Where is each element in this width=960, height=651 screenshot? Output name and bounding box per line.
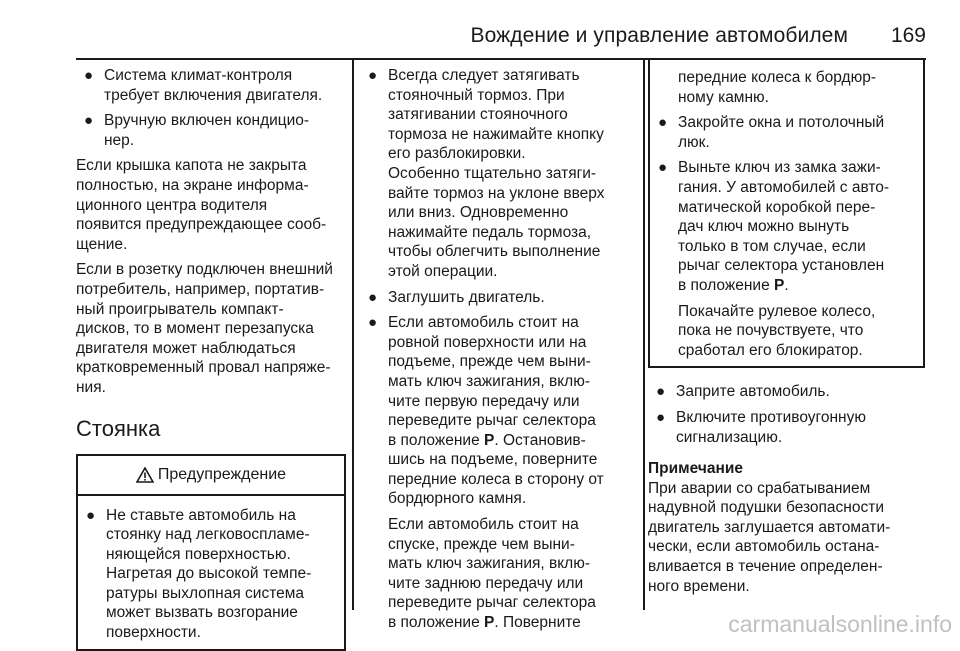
list-item: [78, 506, 338, 643]
bullet-icon: ●: [368, 314, 378, 332]
list-item-text: Всегда следует затягивать стояночный тормоз. При затягивании стояночного тормоза не нажимайте кнопку его разблокировки. Особенно тщательно затяги- вайте тормоз на уклоне вверх или вниз. Одновременно нажимайте педаль тормоза, чтобы облегчить выполнение этой операции.: [388, 67, 605, 280]
warning-header: [78, 456, 344, 496]
text-run: . Остановив- шись на подъеме, поверните передние колеса в сторону от бордюрного камня.: [388, 431, 604, 508]
watermark: carmanualsonline.info: [728, 611, 952, 637]
list-item-text: Система климат-контроля требует включения двигателя.: [104, 67, 323, 104]
list-item-continuation: [360, 515, 638, 633]
section-heading: Стоянка: [76, 415, 161, 441]
list-item-text: [678, 159, 889, 294]
bold-p: P: [484, 614, 495, 632]
paragraph: Если крышка капота не закрыта полностью, на экране информа- ционного центра водителя появится предупреждающее сооб- щение.: [76, 157, 327, 253]
list-item: [648, 382, 925, 402]
list-item-continuation: [650, 68, 915, 107]
list-item-text: Вручную включен кондицио- нер.: [104, 112, 310, 149]
note-title: Примечание: [648, 460, 743, 478]
list-item: [360, 288, 638, 308]
column-divider-1: [352, 60, 354, 610]
text-run: . Поверните: [494, 614, 581, 632]
list-item-text: передние колеса к бордюр- ному камню.: [678, 69, 876, 106]
list-item: [650, 158, 915, 295]
bullet-icon: ●: [368, 288, 378, 306]
bullet-icon: ●: [84, 112, 94, 130]
text-run: Выньте ключ из замка зажи- гания. У автомобилей с авто- матической коробкой пере- дач ключ можно вынуть только в том случае, если рычаг селектора установлен в положение: [678, 159, 890, 294]
column-divider-2: [643, 60, 645, 610]
column-1: [76, 66, 346, 651]
bullet-icon: ●: [368, 67, 378, 84]
text-run: .: [784, 276, 789, 294]
continued-box: [648, 60, 925, 368]
bullet-icon: ●: [658, 114, 668, 132]
list-item: [648, 408, 925, 447]
list-item-text: Заглушить двигатель.: [388, 288, 545, 306]
list-item-text: [388, 516, 596, 631]
bold-p: P: [484, 431, 495, 449]
column-3: [648, 60, 925, 602]
list-item: [360, 313, 638, 509]
page-header: [0, 0, 960, 62]
bold-p: P: [774, 276, 785, 294]
list-item: [76, 66, 346, 105]
warning-triangle-icon: [136, 467, 154, 483]
bullet-icon: ●: [656, 408, 666, 426]
list-item-text: Покачайте рулевое колесо, пока не почувствуете, что сработал его блокиратор.: [678, 302, 876, 359]
list-item-continuation: [650, 302, 915, 361]
list-item-text: Заприте автомобиль.: [676, 383, 830, 401]
column-2: [360, 66, 638, 639]
bullet-icon: ●: [84, 67, 94, 84]
text-run: Если автомобиль стоит на спуске, прежде чем выни- мать ключ зажигания, вклю- чите заднюю передачу или переведите рычаг селектора в положение: [388, 516, 596, 632]
list-item-text: Закройте окна и потолочный люк.: [678, 114, 885, 151]
list-item-text: [388, 314, 604, 507]
warning-box: [76, 454, 346, 651]
bullet-icon: ●: [658, 159, 668, 177]
page-number: 169: [890, 24, 926, 47]
paragraph: Если в розетку подключен внешний потребитель, например, портатив- ный проигрыватель компакт- дисков, то в момент перезапуска двигателя может наблюдаться кратковременный провал напряже- ния.: [76, 261, 333, 396]
note-text: При аварии со срабатыванием надувной подушки безопасности двигатель заглушается автомати- чески, если автомобиль остана- вливается в течение определен- ного времени.: [648, 479, 891, 595]
list-item: [360, 66, 638, 282]
warning-title: Предупреждение: [157, 465, 287, 483]
list-item: [76, 111, 346, 150]
list-item: [650, 113, 915, 152]
text-run: Если автомобиль стоит на ровной поверхности или на подъеме, прежде чем выни- мать ключ зажигания, вклю- чите первую передачу или переведите рычаг селектора в положение: [388, 314, 596, 449]
section-title: Вождение и управление автомобилем: [470, 24, 848, 47]
warning-text: Не ставьте автомобиль на стоянку над легковоспламе- няющейся поверхностью. Нагретая до высокой темпе- ратуры выхлопная система может вызвать возгорание поверхности.: [106, 506, 312, 642]
list-item-text: Включите противоугонную сигнализацию.: [676, 408, 866, 446]
bullet-icon: ●: [86, 506, 96, 524]
bullet-icon: ●: [656, 383, 666, 401]
